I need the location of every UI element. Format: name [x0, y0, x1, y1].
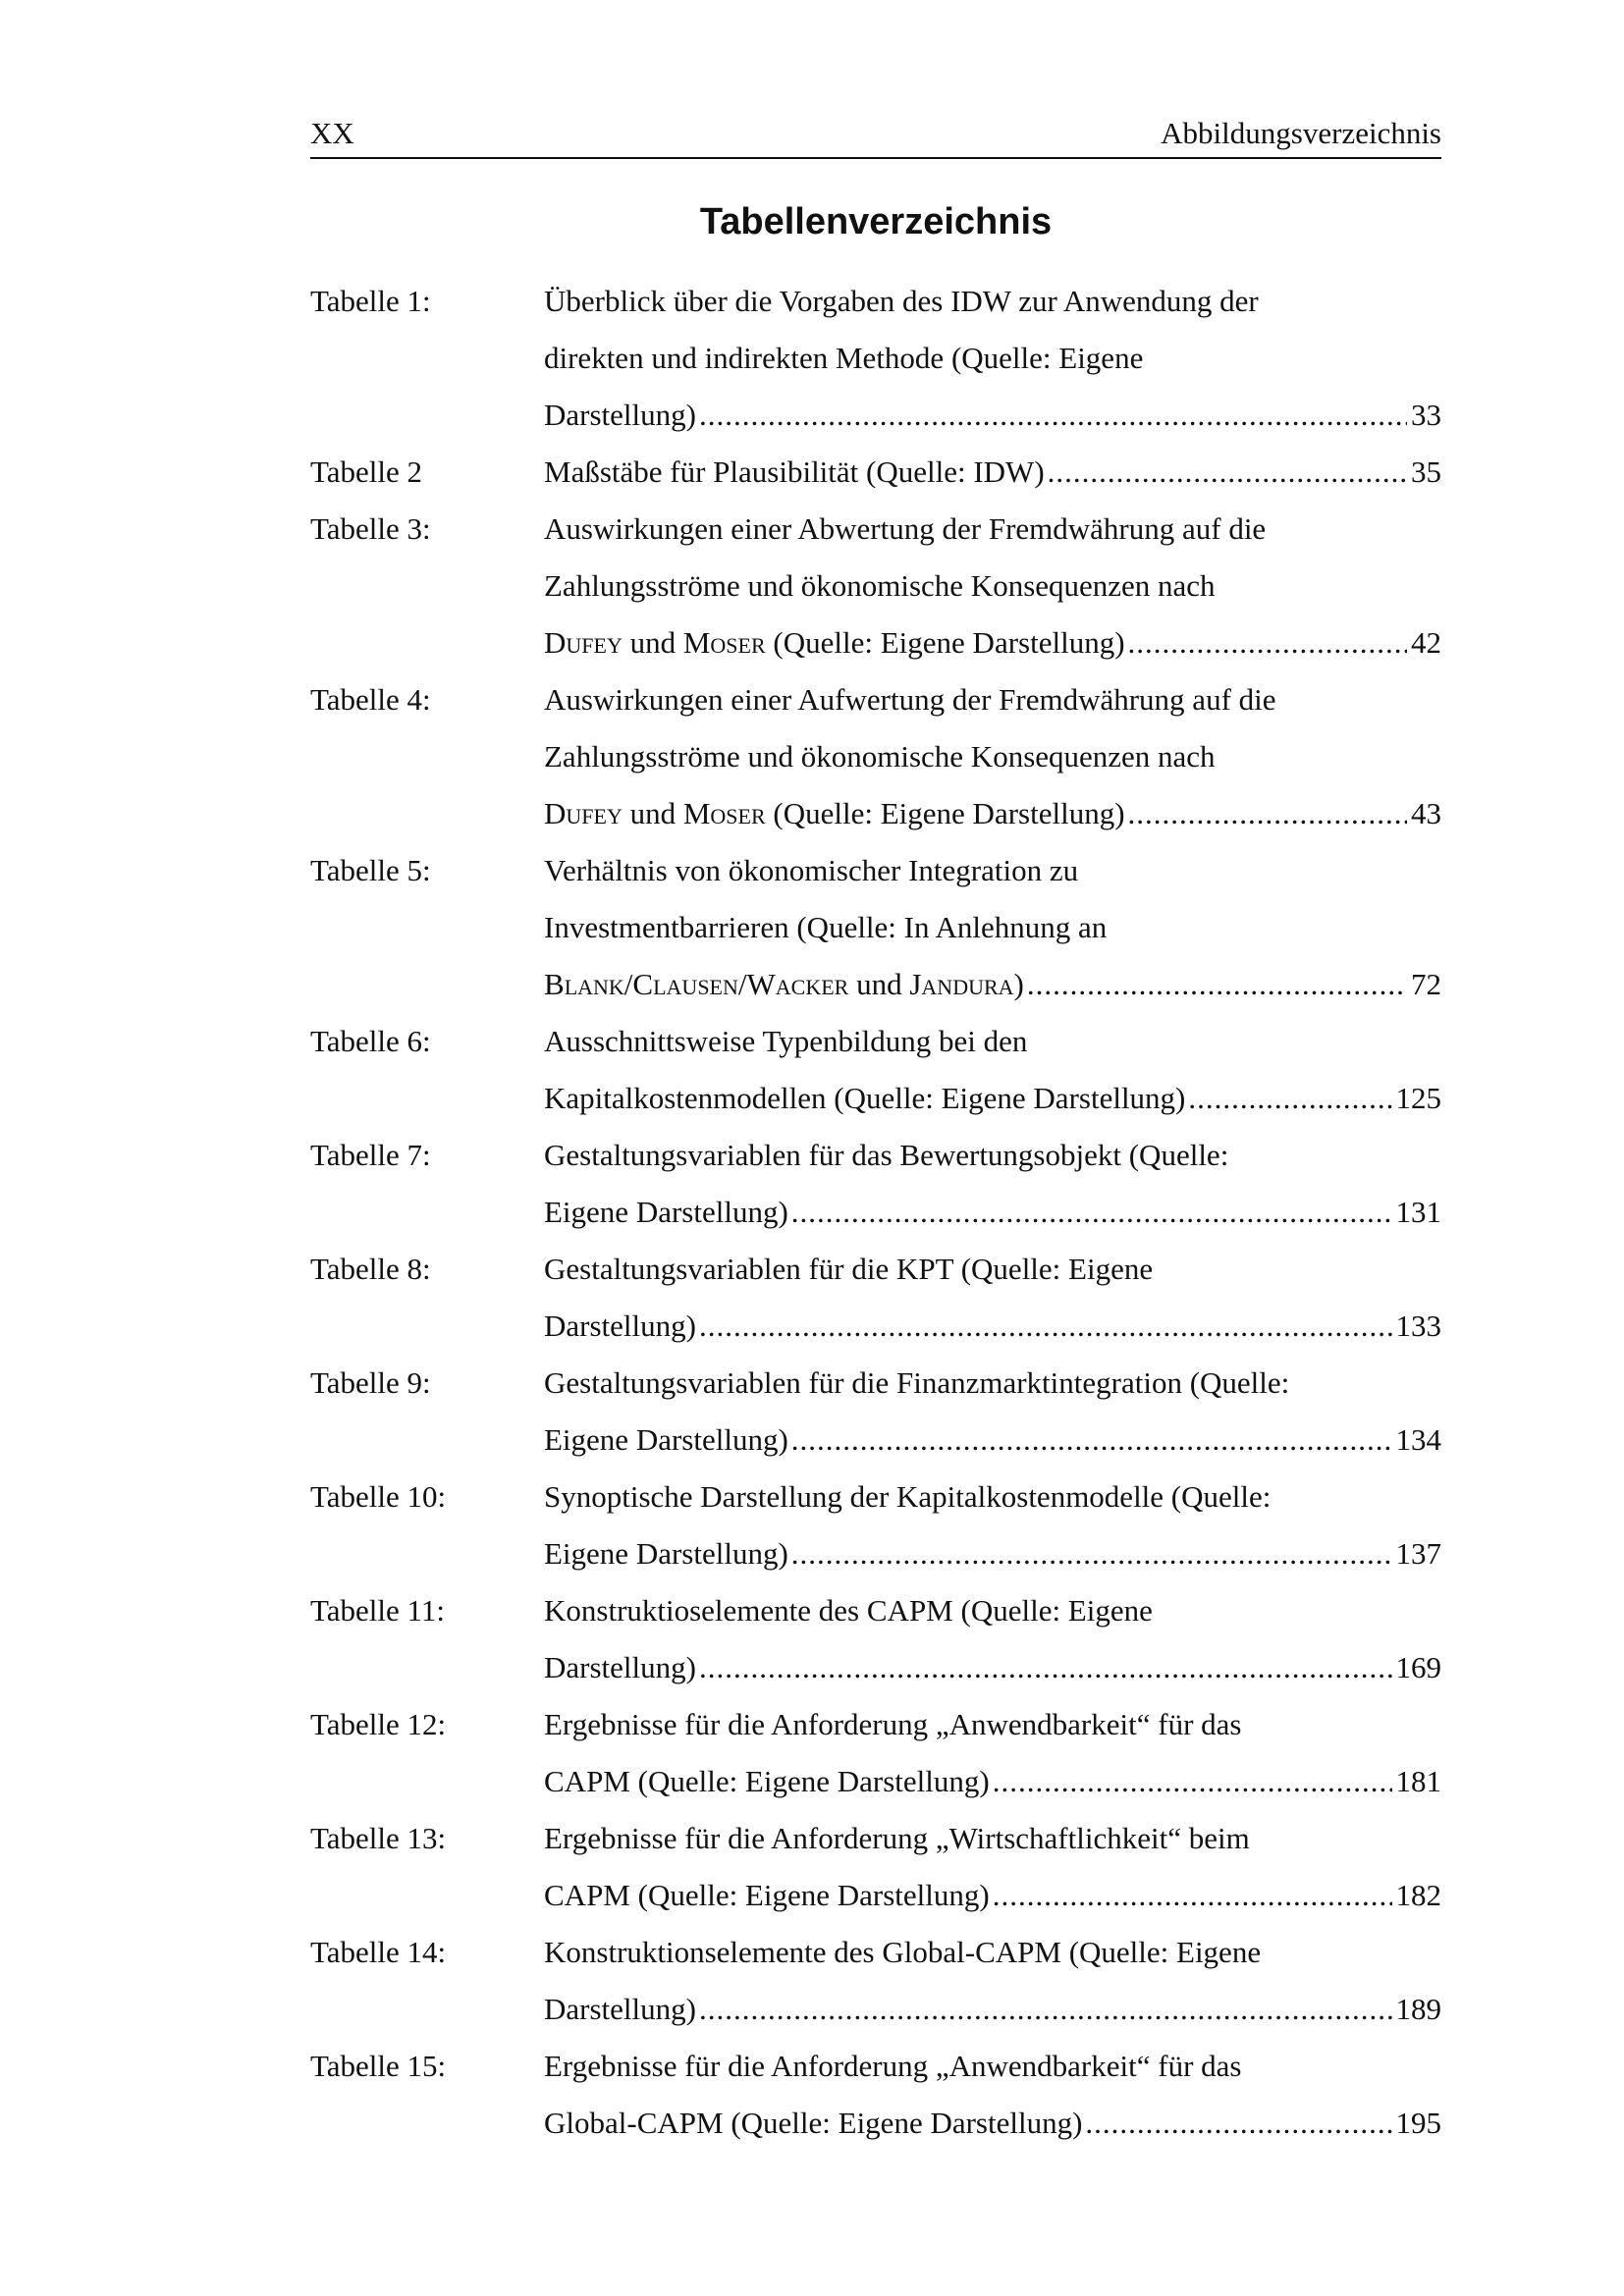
toc-page-number: 35 [1411, 454, 1441, 489]
toc-entry-text-line: Auswirkungen einer Aufwertung der Fremdwährung auf die [544, 682, 1276, 717]
author-name-initial: B [544, 967, 565, 1001]
running-title: Abbildungsverzeichnis [1161, 116, 1441, 150]
toc-entry[interactable] [310, 1355, 1441, 1468]
toc-entry-label: Tabelle 2 [310, 454, 423, 489]
text-fragment: und [848, 967, 910, 1001]
toc-entry-text-line: Zahlungsströme und ökonomische Konsequenzen nach [544, 739, 1216, 774]
toc-entry[interactable] [310, 1468, 1441, 1582]
toc-entry-label: Tabelle 11: [310, 1593, 445, 1628]
toc-entry-text-line: Konstruktionselemente des Global-CAPM (Quelle: Eigene [544, 1935, 1262, 1969]
toc-entry-text-line: Darstellung) [544, 1992, 696, 2026]
toc-entry[interactable] [310, 1241, 1441, 1355]
text-fragment: (Quelle: Eigene Darstellung) [765, 796, 1125, 830]
toc-entry-text-line [544, 956, 1024, 1016]
toc-entry-text-line: direkten und indirekten Methode (Quelle: Eigene [544, 341, 1144, 375]
toc-entry-text-line: CAPM (Quelle: Eigene Darstellung) [544, 1878, 990, 1912]
toc-page-number: 181 [1395, 1764, 1441, 1798]
dot-leader [1128, 614, 1407, 671]
toc-entry[interactable] [310, 2038, 1441, 2152]
toc-entry-label: Tabelle 7: [310, 1138, 431, 1172]
toc-entry[interactable] [310, 1127, 1441, 1241]
toc-entry-text-line: Global-CAPM (Quelle: Eigene Darstellung) [544, 2106, 1083, 2140]
dot-leader [1085, 2095, 1391, 2152]
toc-page-number: 169 [1395, 1650, 1441, 1684]
toc-entry-text-line: Ergebnisse für die Anforderung „Anwendbarkeit“ für das [544, 1707, 1242, 1741]
dot-leader [699, 1981, 1392, 2038]
toc-entry-label: Tabelle 8: [310, 1252, 431, 1286]
toc-entry-label: Tabelle 14: [310, 1935, 447, 1969]
toc-entry-text-line: Maßstäbe für Plausibilität (Quelle: IDW) [544, 454, 1045, 489]
author-name-initial: D [544, 625, 567, 660]
dot-leader [1048, 444, 1407, 501]
text-fragment: / [623, 967, 633, 1001]
toc-entry-label: Tabelle 6: [310, 1024, 431, 1058]
toc-page-number: 189 [1395, 1992, 1441, 2026]
toc-entry[interactable] [310, 1924, 1441, 2038]
text-fragment: (Quelle: Eigene Darstellung) [765, 625, 1125, 660]
table-of-tables [310, 273, 1441, 2152]
dot-leader [1027, 956, 1407, 1013]
author-name-initial: M [682, 625, 711, 660]
author-name-smallcaps: LAUSEN [653, 975, 738, 999]
dot-leader [699, 1298, 1392, 1355]
dot-leader [791, 1412, 1392, 1468]
toc-entry-text-line: Synoptische Darstellung der Kapitalkostenmodelle (Quelle: [544, 1479, 1272, 1514]
toc-entry-text-line: Überblick über die Vorgaben des IDW zur Anwendung der [544, 284, 1259, 318]
toc-page-number: 72 [1411, 967, 1441, 1001]
page-number: XX [310, 116, 354, 150]
toc-entry[interactable] [310, 273, 1441, 444]
toc-entry-text-line: Auswirkungen einer Abwertung der Fremdwährung auf die [544, 511, 1267, 546]
author-name-smallcaps: ANDURA [921, 975, 1014, 999]
toc-page-number: 125 [1395, 1081, 1441, 1115]
author-name-smallcaps: LANK [564, 975, 624, 999]
toc-entry-text-line: Ausschnittsweise Typenbildung bei den [544, 1024, 1028, 1058]
author-name-initial: C [632, 967, 654, 1001]
toc-page-number: 131 [1395, 1195, 1441, 1229]
toc-entry[interactable] [310, 501, 1441, 671]
toc-entry-text-line: Gestaltungsvariablen für die Finanzmarktintegration (Quelle: [544, 1365, 1290, 1400]
toc-page-number: 195 [1395, 2106, 1441, 2140]
toc-entry-text-line: Kapitalkostenmodellen (Quelle: Eigene Darstellung) [544, 1081, 1186, 1115]
dot-leader [1128, 785, 1407, 842]
toc-entry-label: Tabelle 3: [310, 511, 431, 546]
toc-entry-text-line: Ergebnisse für die Anforderung „Anwendbarkeit“ für das [544, 2049, 1242, 2083]
author-name-initial: W [746, 967, 776, 1001]
toc-entry-label: Tabelle 10: [310, 1479, 447, 1514]
toc-entry[interactable] [310, 1810, 1441, 1924]
author-name-smallcaps: OSER [710, 633, 766, 658]
toc-entry-text-line: Eigene Darstellung) [544, 1195, 788, 1229]
toc-entry-text-line: Gestaltungsvariablen für das Bewertungsobjekt (Quelle: [544, 1138, 1229, 1172]
text-fragment: und [622, 796, 683, 830]
author-name-initial: D [544, 796, 567, 830]
toc-entry-text-line [544, 614, 1125, 674]
dot-leader [791, 1525, 1392, 1582]
toc-entry[interactable] [310, 671, 1441, 842]
toc-entry-text-line: Eigene Darstellung) [544, 1536, 788, 1571]
toc-entry-text-line: Eigene Darstellung) [544, 1422, 788, 1457]
author-name-smallcaps: ACKER [775, 975, 849, 999]
toc-entry-label: Tabelle 13: [310, 1821, 447, 1855]
toc-entry-label: Tabelle 4: [310, 682, 431, 717]
author-name-smallcaps: UFEY [566, 633, 623, 658]
toc-entry[interactable] [310, 842, 1441, 1013]
toc-entry-text-line: Darstellung) [544, 1308, 696, 1343]
toc-entry-text-line: Konstruktioselemente des CAPM (Quelle: Eigene [544, 1593, 1153, 1628]
text-fragment: / [737, 967, 747, 1001]
dot-leader [1188, 1070, 1391, 1127]
toc-entry-text-line: Verhältnis von ökonomischer Integration zu [544, 853, 1079, 887]
toc-entry-label: Tabelle 12: [310, 1707, 447, 1741]
toc-entry-text-line [544, 785, 1125, 845]
toc-page-number: 182 [1395, 1878, 1441, 1912]
toc-entry-text-line: Darstellung) [544, 398, 696, 432]
toc-entry-label: Tabelle 9: [310, 1365, 431, 1400]
toc-entry[interactable] [310, 1582, 1441, 1696]
toc-entry[interactable] [310, 444, 1441, 501]
toc-entry-text-line: Zahlungsströme und ökonomische Konsequenzen nach [544, 568, 1216, 603]
toc-entry[interactable] [310, 1696, 1441, 1810]
dot-leader [699, 1639, 1392, 1696]
author-name-initial: J [909, 967, 922, 1001]
toc-page-number: 42 [1411, 625, 1441, 660]
page-title: Tabellenverzeichnis [699, 201, 1053, 242]
toc-page-number: 134 [1395, 1422, 1441, 1457]
toc-entry-text-line: Ergebnisse für die Anforderung „Wirtschaftlichkeit“ beim [544, 1821, 1250, 1855]
toc-page-number: 33 [1411, 398, 1441, 432]
dot-leader [791, 1184, 1392, 1241]
toc-page-number: 133 [1395, 1308, 1441, 1343]
toc-entry-text-line: Gestaltungsvariablen für die KPT (Quelle: Eigene [544, 1252, 1154, 1286]
dot-leader [699, 387, 1407, 444]
toc-entry-text-line: Investmentbarrieren (Quelle: In Anlehnung an [544, 910, 1108, 944]
text-fragment: ) [1013, 967, 1024, 1001]
toc-entry-text-line: Darstellung) [544, 1650, 696, 1684]
author-name-initial: M [682, 796, 711, 830]
toc-page-number: 43 [1411, 796, 1441, 830]
text-fragment: und [622, 625, 683, 660]
running-header [310, 116, 1441, 159]
toc-entry-label: Tabelle 1: [310, 284, 431, 318]
dot-leader [993, 1867, 1392, 1924]
toc-entry-label: Tabelle 5: [310, 853, 431, 887]
toc-page-number: 137 [1395, 1536, 1441, 1571]
toc-entry[interactable] [310, 1013, 1441, 1127]
author-name-smallcaps: OSER [710, 804, 766, 828]
author-name-smallcaps: UFEY [566, 804, 623, 828]
toc-entry-text-line: CAPM (Quelle: Eigene Darstellung) [544, 1764, 990, 1798]
dot-leader [993, 1753, 1392, 1810]
toc-entry-label: Tabelle 15: [310, 2049, 447, 2083]
